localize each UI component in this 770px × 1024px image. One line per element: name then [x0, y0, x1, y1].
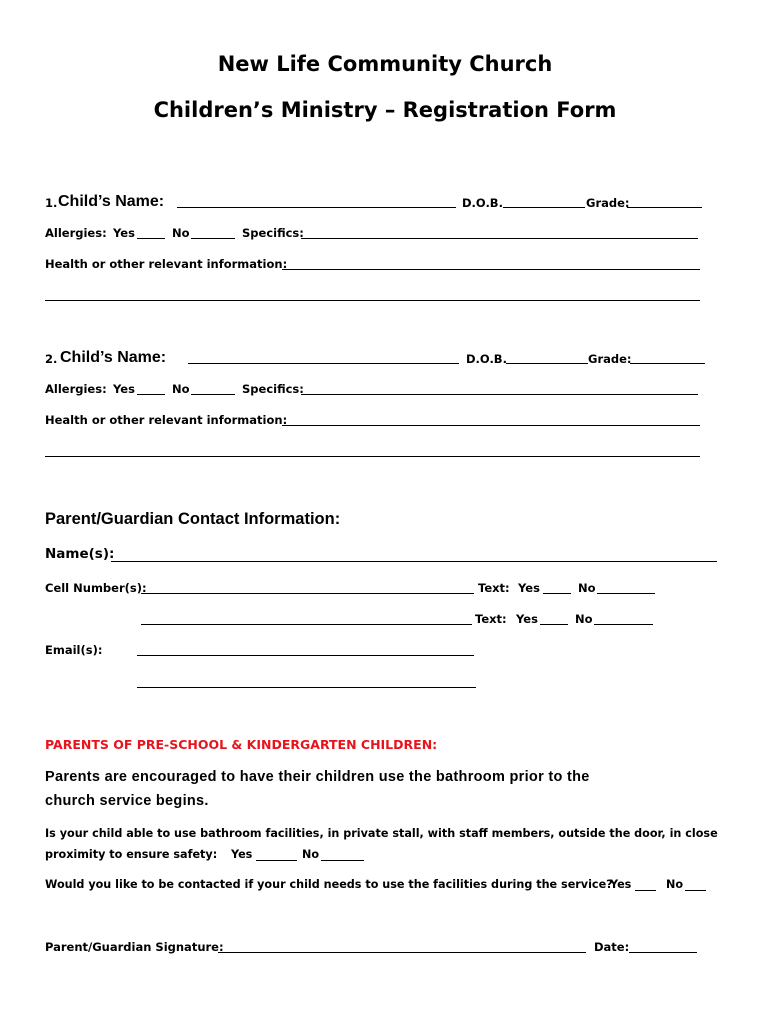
child-1-name-field[interactable] [177, 207, 456, 208]
contact-names-field[interactable] [111, 561, 717, 562]
child-2-allergies-label: Allergies: [45, 382, 107, 396]
contact-text-no-label-2: No [575, 612, 593, 626]
date-field[interactable] [629, 952, 697, 953]
child-1-specifics-label: Specifics: [242, 226, 304, 240]
contact-email-label: Email(s): [45, 643, 103, 657]
child-2-health-field-line-2[interactable] [45, 456, 700, 457]
preschool-q1-yes-field[interactable] [256, 860, 297, 861]
form-title-ministry: Children’s Ministry – Registration Form [153, 98, 617, 122]
child-2-specifics-field[interactable] [301, 394, 698, 395]
contact-text-yes-label-2: Yes [516, 612, 538, 626]
contact-text-yes-label-1: Yes [518, 581, 540, 595]
child-1-dob-field[interactable] [503, 207, 585, 208]
preschool-notice-line-1: Parents are encouraged to have their children use the bathroom prior to the [45, 769, 590, 785]
child-1-allergies-yes-field[interactable] [137, 238, 165, 239]
preschool-q2-yes-label: Yes [610, 878, 632, 891]
contact-text-yes-field-2[interactable] [540, 624, 568, 625]
child-2-grade-label: Grade: [588, 352, 632, 366]
child-1-allergies-label: Allergies: [45, 226, 107, 240]
form-title-church: New Life Community Church [217, 52, 553, 76]
preschool-q2-label: Would you like to be contacted if your child needs to use the facilities during the service? [45, 878, 613, 891]
signature-label: Parent/Guardian Signature: [45, 940, 224, 954]
contact-text-label-2: Text: [475, 612, 507, 626]
child-2-allergies-yes-field[interactable] [137, 394, 165, 395]
child-1-grade-label: Grade: [586, 196, 630, 210]
child-2-allergies-yes-label: Yes [113, 382, 135, 396]
contact-cell-field-1[interactable] [141, 593, 474, 594]
child-1-grade-field[interactable] [627, 207, 702, 208]
preschool-q2-no-field[interactable] [685, 890, 706, 891]
child-1-allergies-yes-label: Yes [113, 226, 135, 240]
preschool-q1-line-1: Is your child able to use bathroom facilities, in private stall, with staff members, outside the door, in close [45, 827, 718, 840]
child-2-specifics-label: Specifics: [242, 382, 304, 396]
child-1-number: 1. [45, 196, 58, 210]
child-2-number: 2. [45, 352, 58, 366]
child-2-grade-field[interactable] [630, 363, 705, 364]
child-1-dob-label: D.O.B. [462, 196, 503, 210]
contact-heading: Parent/Guardian Contact Information: [45, 510, 341, 528]
child-1-health-field-line-2[interactable] [45, 300, 700, 301]
contact-text-no-field-1[interactable] [597, 593, 655, 594]
preschool-q2-yes-field[interactable] [635, 890, 656, 891]
signature-field[interactable] [218, 952, 586, 953]
preschool-q1-yes-label: Yes [231, 848, 253, 861]
preschool-q1-no-label: No [302, 848, 320, 861]
contact-cell-field-2[interactable] [141, 624, 472, 625]
child-2-dob-field[interactable] [506, 363, 588, 364]
contact-text-yes-field-1[interactable] [543, 593, 571, 594]
contact-email-field-2[interactable] [137, 687, 476, 688]
child-1-health-field[interactable] [282, 269, 700, 270]
preschool-q1-no-field[interactable] [321, 860, 364, 861]
child-1-name-label: Child’s Name: [58, 193, 165, 210]
preschool-q2-no-label: No [666, 878, 684, 891]
preschool-q1-line-2: proximity to ensure safety: [45, 848, 218, 861]
child-1-specifics-field[interactable] [301, 238, 698, 239]
child-2-health-label: Health or other relevant information: [45, 413, 288, 427]
preschool-heading: PARENTS OF PRE-SCHOOL & KINDERGARTEN CHILDREN: [45, 737, 438, 752]
preschool-notice-line-2: church service begins. [45, 793, 209, 809]
contact-email-field-1[interactable] [137, 655, 474, 656]
contact-text-label-1: Text: [478, 581, 510, 595]
child-2-dob-label: D.O.B. [466, 352, 507, 366]
contact-cell-label: Cell Number(s): [45, 581, 147, 595]
child-2-name-field[interactable] [188, 363, 459, 364]
contact-text-no-label-1: No [578, 581, 596, 595]
contact-names-label: Name(s): [45, 546, 115, 562]
child-2-allergies-no-label: No [172, 382, 190, 396]
contact-text-no-field-2[interactable] [594, 624, 653, 625]
child-2-allergies-no-field[interactable] [191, 394, 235, 395]
child-1-health-label: Health or other relevant information: [45, 257, 288, 271]
child-2-health-field[interactable] [282, 425, 700, 426]
child-1-allergies-no-field[interactable] [191, 238, 235, 239]
child-1-allergies-no-label: No [172, 226, 190, 240]
date-label: Date: [594, 940, 630, 954]
child-2-name-label: Child’s Name: [60, 349, 167, 366]
